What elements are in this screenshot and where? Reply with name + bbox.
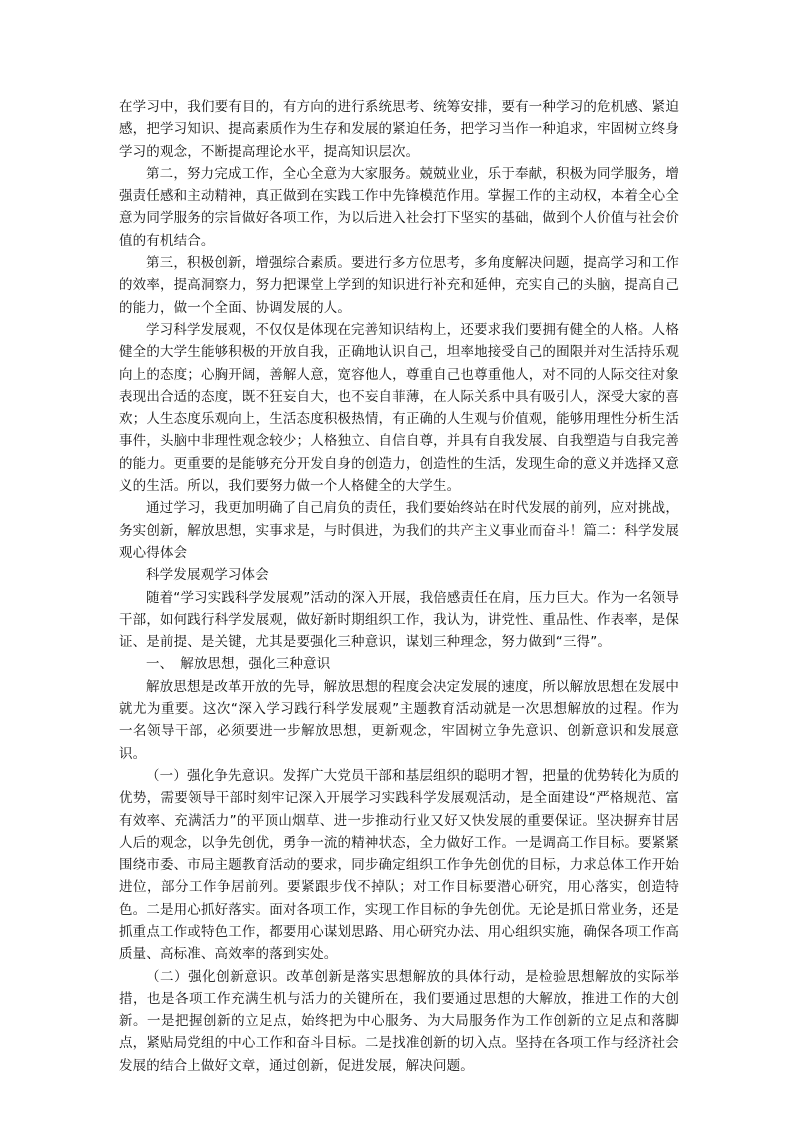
paragraph-4: 学习科学发展观，不仅仅是体现在完善知识结构上，还要求我们要拥有健全的人格。人格健全的大学生能够积极的开放自我，正确地认识自己，坦率地接受自己的囿限并对生活持乐观向上的态度；心胸开阔，善解人意，宽容他人，尊重自己也尊重他人，对不同的人际交往对象表现出合适的态度，既不狂妄自大，也不妄自菲薄，在人际关系中具有吸引人，深受大家的喜欢；人生态度乐观向上，生活态度积极热情，有正确的人生观与价值观，能够用理性分析生活事件，头脑中非理性观念较少；人格独立、自信自尊，并具有自我发展、自我塑造与自我完善的能力。更重要的是能够充分开发自身的创造力，创造性的生活，发现生命的意义并选择又意义的生活。所以，我们要努力做一个人格健全的大学生。 (119, 321, 679, 495)
paragraph-6: 随着“学习实践科学发展观”活动的深入开展，我倍感责任在肩，压力巨大。作为一名领导干部，如何践行科学发展观，做好新时期组织工作，我认为，讲党性、重品性、作表率，是保证、是前提、是关键，尤其是要强化三种意识，谋划三种理念，努力做到“三得”。 (119, 589, 679, 651)
heading-one: 一、 解放思想，强化三种意识 (146, 656, 331, 673)
section-title: 科学发展观学习体会 (146, 567, 269, 584)
paragraph-3: 第三，积极创新，增强综合素质。要进行多方位思考，多角度解决问题，提高学习和工作的效率，提高洞察力，努力把课堂上学到的知识进行补充和延伸，充实自己的头脑，提高自己的能力，做一个全面、协调发展的人。 (119, 255, 679, 316)
paragraph-5: 通过学习，我更加明确了自己肩负的责任，我们要始终站在时代发展的前列，应对挑战，务实创新，解放思想，实事求是，与时俱进，为我们的共产主义事业而奋斗！篇二：科学发展观心得体会 (119, 500, 679, 561)
paragraph-8: （一）强化争先意识。发挥广大党员干部和基层组织的聪明才智，把量的优势转化为质的优势，需要领导干部时刻牢记深入开展学习实践科学发展观活动，是全面建设“严格规范、富有效率、充满活力”的平顶山烟草、进一步推动行业又好又快发展的重要保证。坚决摒弃甘居人后的观念，以争先创优，勇争一流的精神状态，全力做好工作。一是调高工作目标。要紧紧围绕市委、市局主题教育活动的要求，同步确定组织工作争先创优的目标，力求总体工作开始进位，部分工作争居前列。要紧跟步伐不掉队；对工作目标要潜心研究，用心落实，创造特色。二是用心抓好落实。面对各项工作，实现工作目标的争先创优。无论是抓日常业务，还是抓重点工作或特色工作，都要用心谋划思路、用心研究办法、用心组织实施，确保各项工作高质量、高标准、高效率的落到实处。 (119, 767, 679, 963)
paragraph-9: （二）强化创新意识。改革创新是落实思想解放的具体行动，是检验思想解放的实际举措，也是各项工作充满生机与活力的关键所在，我们要通过思想的大解放，推进工作的大创新。一是把握创新的立足点，始终把为中心服务、为大局服务作为工作创新的立足点和落脚点，紧贴局党组的中心工作和奋斗目标。二是找准创新的切入点。坚持在各项工作与经济社会发展的结合上做好文章，通过创新，促进发展，解决问题。 (119, 968, 679, 1074)
document-body (119, 96, 679, 1077)
paragraph-7: 解放思想是改革开放的先导，解放思想的程度会决定发展的速度，所以解放思想在发展中就尤为重要。这次“深入学习践行科学发展观”主题教育活动就是一次思想解放的过程。作为一名领导干部，必须要进一步解放思想，更新观念，牢固树立争先意识、创新意识和发展意识。 (119, 678, 679, 762)
paragraph-1: 在学习中，我们要有目的，有方向的进行系统思考、统筹安排，要有一种学习的危机感、紧迫感，把学习知识、提高素质作为生存和发展的紧迫任务，把学习当作一种追求，牢固树立终身学习的观念，不断提高理论水平，提高知识层次。 (119, 99, 679, 160)
paragraph-2: 第二，努力完成工作，全心全意为大家服务。兢兢业业，乐于奉献，积极为同学服务，增强责任感和主动精神，真正做到在实践工作中先锋模范作用。掌握工作的主动权，本着全心全意为同学服务的宗旨做好各项工作，为以后进入社会打下坚实的基础，做到个人价值与社会价值的有机结合。 (119, 165, 679, 249)
